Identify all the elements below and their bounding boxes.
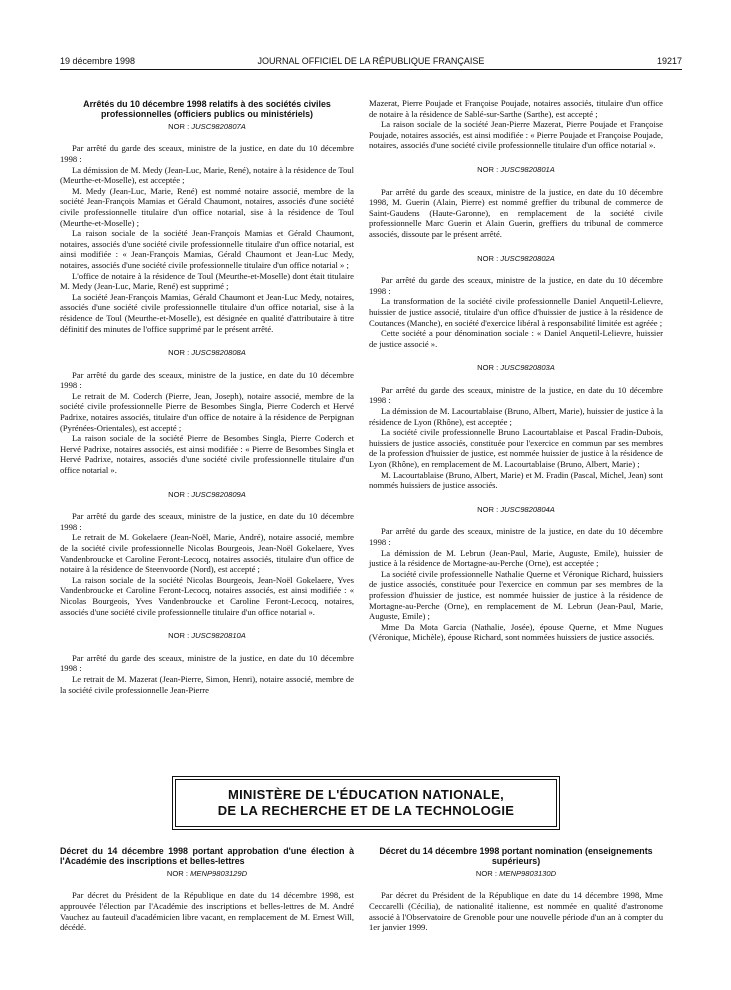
nor-line [60, 348, 354, 359]
decree-right [369, 846, 663, 933]
paragraph: Mazerat, Pierre Poujade et Françoise Poujade, notaires associés, titulaire d'un office de notaire à la résidence de Sablé-sur-Sarthe (Sarthe), est accepté ; [369, 98, 663, 119]
section [369, 505, 663, 643]
nor-label: NOR : [477, 253, 499, 263]
paragraph: La société civile professionnelle Nathalie Querne et Véronique Richard, huissiers de justice associés, constituée pour l'exercice en commun par ses membres de la profession d'huissier de justice, est nommée huissier de justice à la résidence de Mortagne-au-Perche (Orne), en remplacement de M. Lebrun (Jean-Paul, Marie, Auguste, Emile) ; [369, 568, 663, 622]
arretes-title: Arrêtés du 10 décembre 1998 relatifs à des sociétés civiles professionnelles (officiers publics ou ministériels) [83, 99, 331, 120]
nor-label: NOR : [168, 348, 190, 358]
decree-left-body [60, 890, 354, 932]
paragraph: Par décret du Président de la République en date du 14 décembre 1998, Mme Ceccarelli (Cécilia), de nationalité italienne, est nommée en qualité d'astronome associé à l'Observatoire de Grenoble pour une nouvelle période d'un an à compter du 1er janvier 1999. [369, 890, 663, 933]
nor-code: JUSC9820802A [500, 253, 555, 263]
header-rule [60, 69, 682, 70]
decree-left-title: Décret du 14 décembre 1998 portant approbation d'une élection à l'Académie des inscriptions et belles-lettres [60, 846, 354, 867]
page-header [60, 56, 682, 70]
nor-label: NOR : [477, 363, 499, 373]
paragraph: Par arrêté du garde des sceaux, ministre de la justice, en date du 10 décembre 1998 : [369, 275, 663, 296]
nor-code: JUSC9820809A [191, 489, 246, 499]
paragraph: M. Lacourtablaise (Bruno, Albert, Marie) et M. Fradin (Pascal, Michel, Jean) sont nommés huissiers de justice associés. [369, 469, 663, 491]
paragraph: La démission de M. Lacourtablaise (Bruno, Albert, Marie), huissier de justice à la résidence de Lyon (Rhône), est acceptée ; [369, 406, 663, 427]
decree-left-nor: NOR : MENP9803129D [166, 868, 248, 878]
section [60, 631, 354, 695]
section [369, 363, 663, 491]
paragraph: Par arrêté du garde des sceaux, ministre de la justice, en date du 10 décembre 1998, M. Guerin (Alain, Pierre) est nommé greffier du tribunal de commerce de Saint-Gaudens (Haute-Garonne), en remplacement de la société civile professionnelle Marc Guerin et Alain Guerin, greffiers du tribunal de commerce associés, dissoute par le présent arrêté. [369, 186, 663, 239]
paragraph: La démission de M. Lebrun (Jean-Paul, Marie, Auguste, Emile), huissier de justice à la résidence de Mortagne-au-Perche (Orne), est acceptée ; [369, 547, 663, 569]
paragraph: Par décret du Président de la République en date du 14 décembre 1998, est approuvée l'élection par l'Académie des inscriptions et belles-lettres de M. André Vauchez au fauteuil d'académicien libre vacant, en remplacement de M. Ernest Will, décédé. [60, 890, 354, 933]
paragraph: Mme Da Mota Garcia (Nathalie, Josée), épouse Querne, et Mme Nugues (Véronique, Michèle), épouse Richard, sont nommées huissiers de justice associés. [369, 621, 663, 643]
decree-right-body [369, 890, 663, 932]
decree-right-title: Décret du 14 décembre 1998 portant nomination (enseignements supérieurs) [379, 846, 653, 867]
nor-label: NOR : [168, 121, 190, 131]
nor-label: NOR : [168, 489, 190, 499]
section [60, 348, 354, 476]
nor-code: JUSC9820810A [191, 631, 246, 641]
ministry-line-2: DE LA RECHERCHE ET DE LA TECHNOLOGIE [217, 803, 515, 818]
nor-line [60, 490, 354, 501]
paragraph: Cette société a pour dénomination sociale : « Daniel Anquetil-Lelievre, huissier de justice associé ». [369, 328, 663, 349]
paragraph: La transformation de la société civile professionnelle Daniel Anquetil-Lelievre, huissier de justice associé, titulaire d'un office d'huissier de justice à la résidence de Coutances (Manche), en société d'exercice libéral à responsabilité limitée est agréée ; [369, 296, 663, 328]
paragraph: Le retrait de M. Coderch (Pierre, Jean, Joseph), notaire associé, membre de la société civile professionnelle Pierre de Besombes Singla, Pierre Coderch et Hervé Padrixe, notaires associés, titulaire d'un office de notaire à la résidence de Perpignan (Pyrénées-Orientales), est accepté ; [60, 390, 354, 433]
nor-code: JUSC9820808A [191, 348, 246, 358]
section [369, 254, 663, 350]
paragraph: La société civile professionnelle Bruno Lacourtablaise et Pascal Fradin-Dubois, huissiers de justice associés, constituée pour l'exercice en commun par ses membres de la profession d'huissier de justice, est nommée huissier de justice à la résidence de Lyon (Rhône), en remplacement de M. Lacourtablaise (Bruno, Albert, Marie) ; [369, 427, 663, 470]
nor-label: NOR : [477, 164, 499, 174]
paragraph: Le retrait de M. Gokelaere (Jean-Noël, Marie, André), notaire associé, membre de la société civile professionnelle Nicolas Bourgeois, Jean-Noël Gokelaere, Yves Vandenbroucke et Caroline Feront-Lecocq, notaires associés, titulaire d'un office de notaire à la résidence de Steenvoorde (Nord), est accepté ; [60, 532, 354, 575]
right-continuation [369, 98, 663, 151]
paragraph: Par arrêté du garde des sceaux, ministre de la justice, en date du 10 décembre 1998 : [60, 511, 354, 532]
ministry-banner [175, 779, 557, 827]
nor-line [369, 254, 663, 265]
paragraph: La raison sociale de la société Jean-Pierre Mazerat, Pierre Poujade et Françoise Poujade, notaires associés, est ainsi modifiée : « Pierre Poujade et Françoise Poujade, notaires, associés d'une société civile professionnelle titulaire d'un office notarial ». [369, 119, 663, 151]
nor-line [369, 165, 663, 176]
paragraph: Par arrêté du garde des sceaux, ministre de la justice, en date du 10 décembre 1998 : [60, 369, 354, 391]
left-sections [60, 122, 354, 695]
paragraph: La société Jean-François Mamias, Gérald Chaumont et Jean-Luc Medy, notaires, associés d'une société civile professionnelle titulaire d'un office notarial, sise à la résidence de Toul (Meurthe-et-Moselle), est désignée en qualité d'attributaire à titre définitif des minutes de l'office supprimé par le présent arrêté. [60, 291, 354, 334]
paragraph: La raison sociale de la société Jean-François Mamias et Gérald Chaumont, notaires, associés d'une société civile professionnelle titulaire d'un office notarial, est ainsi modifiée : « Jean-François Mamias, Gérald Chaumont et Jean-Luc Medy, notaires, associés d'une société civile professionnelle titulaire d'un office notarial » ; [60, 228, 354, 270]
nor-code: JUSC9820804A [500, 504, 555, 514]
paragraph: Par arrêté du garde des sceaux, ministre de la justice, en date du 10 décembre 1998 : [60, 652, 354, 674]
nor-label: NOR : [477, 504, 499, 514]
ministry-line-1: MINISTÈRE DE L'ÉDUCATION NATIONALE, [228, 787, 504, 802]
paragraph: Par arrêté du garde des sceaux, ministre de la justice, en date du 10 décembre 1998 : [369, 526, 663, 547]
paragraph: Par arrêté du garde des sceaux, ministre de la justice, en date du 10 décembre 1998 : [60, 143, 354, 164]
nor-line [60, 122, 354, 133]
paragraph: La raison sociale de la société Nicolas Bourgeois, Jean-Noël Gokelaere, Yves Vandenbroucke et Caroline Feront-Lecocq, notaires associés, est ainsi modifiée : « Nicolas Bourgeois, Yves Vandenbroucke et Caroline Feront-Lecocq, notaires, associés d'une société civile professionnelle titulaire d'un office notarial ». [60, 574, 354, 617]
nor-line [369, 363, 663, 374]
header-date: 19 décembre 1998 [60, 56, 136, 66]
nor-code: JUSC9820807A [191, 121, 246, 131]
paragraph: Le retrait de M. Mazerat (Jean-Pierre, Simon, Henri), notaire associé, membre de la société civile professionnelle Jean-Pierre [60, 673, 354, 695]
decree-left [60, 846, 354, 933]
nor-line [60, 631, 354, 642]
right-column [369, 98, 663, 643]
paragraph: L'office de notaire à la résidence de Toul (Meurthe-et-Moselle) dont était titulaire M. Medy (Jean-Luc, Marie, René) est supprimé ; [60, 270, 354, 292]
paragraph: La démission de M. Medy (Jean-Luc, Marie, René), notaire à la résidence de Toul (Meurthe-et-Moselle), est acceptée ; [60, 164, 354, 186]
paragraph: La raison sociale de la société Pierre de Besombes Singla, Pierre Coderch et Hervé Padrixe, notaires associés, est ainsi modifiée : « Pierre de Besombes Singla et Hervé Padrixe, notaires, associés d'une société civile professionnelle titulaire d'un office notarial ». [60, 433, 354, 476]
paragraph: M. Medy (Jean-Luc, Marie, René) est nommé notaire associé, membre de la société Jean-François Mamias et Gérald Chaumont, notaires, associés d'une société civile professionnelle titulaire d'un office notarial, sise à la résidence de Toul (Meurthe-et-Moselle) ; [60, 185, 354, 228]
page-number: 19217 [656, 56, 682, 66]
nor-code: JUSC9820803A [500, 363, 555, 373]
nor-label: NOR : [168, 631, 190, 641]
paragraph: Par arrêté du garde des sceaux, ministre de la justice, en date du 10 décembre 1998 : [369, 384, 663, 406]
nor-code: JUSC9820801A [500, 164, 555, 174]
journal-title: JOURNAL OFFICIEL DE LA RÉPUBLIQUE FRANÇAISE [257, 56, 485, 66]
decree-right-nor: NOR : MENP9803130D [475, 868, 557, 878]
right-sections [369, 165, 663, 643]
nor-line [369, 505, 663, 516]
section [369, 165, 663, 240]
section [60, 490, 354, 618]
left-column [60, 99, 354, 695]
section [60, 122, 354, 334]
